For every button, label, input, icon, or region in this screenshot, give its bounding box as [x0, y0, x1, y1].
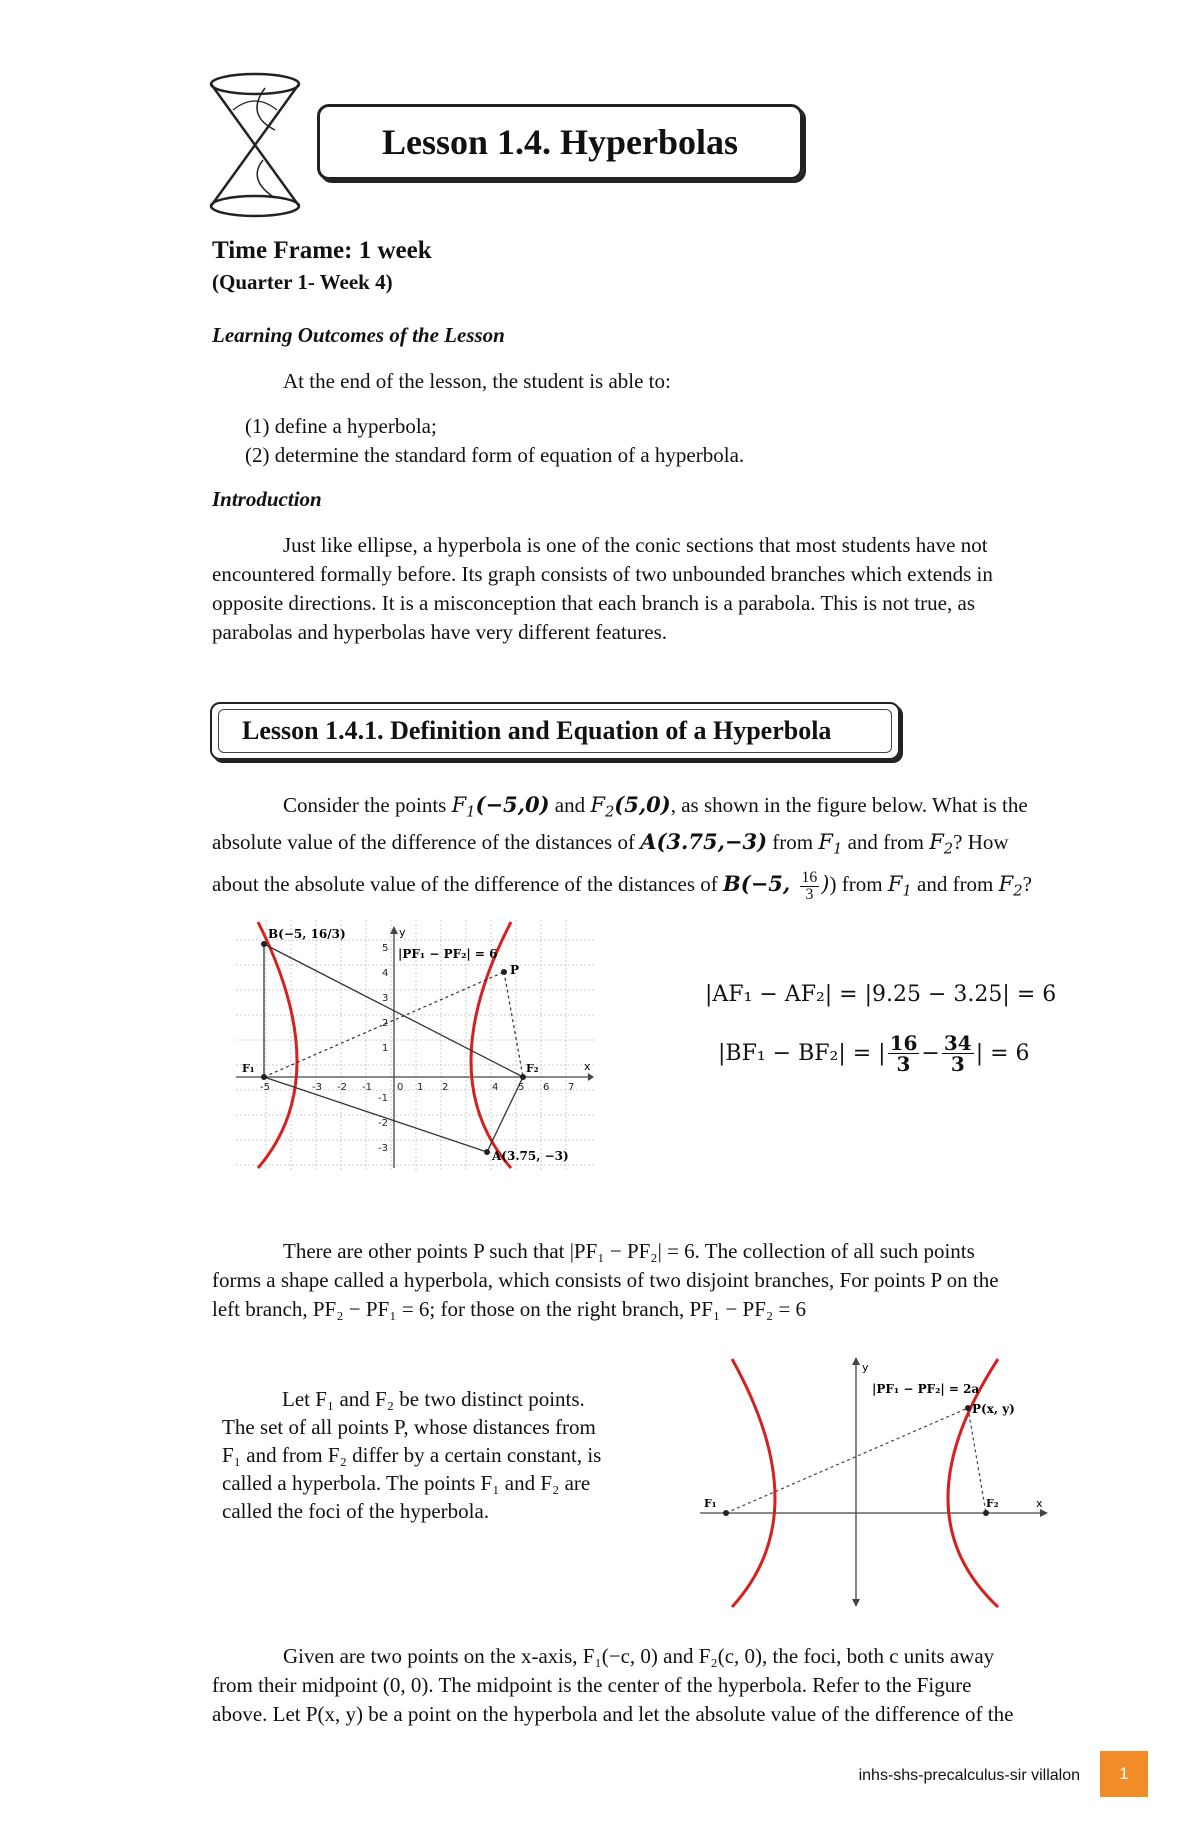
x-tick: 6	[543, 1082, 550, 1093]
consider-paragraph: Consider the points $F_1(-5,0)$ and $F_2(5,0)$, as shown in the figure below. What is the absolute value of the difference of the distances of A(3.75,−3) from $F_1$ and from $F_2$? How about the absolute value of the difference of the distances of B(−5, $\frac{16}{3}$ )) from $F_1$ and from $F_2$?	[212, 792, 1032, 903]
outcomes-intro: At the end of the lesson, the student is able to:	[283, 369, 671, 393]
focus-1-label: F₁	[242, 1062, 255, 1075]
y-tick: 5	[382, 943, 389, 954]
definition-text	[222, 1385, 672, 1525]
quarter-label: (Quarter 1- Week 4)	[212, 270, 393, 294]
x-tick: 0	[397, 1082, 404, 1093]
definition-line: called a hyperbola. The points F₁ and F₂ are	[222, 1471, 591, 1495]
learning-outcomes-heading: Learning Outcomes of the Lesson	[212, 323, 505, 347]
double-cone-icon	[205, 70, 305, 220]
y-tick: 4	[382, 968, 389, 979]
intro-line: opposite directions. It is a misconception that each branch is a parabola. This is not true, as	[212, 591, 975, 615]
point-p-label: P	[510, 963, 520, 977]
point-b-label: B(−5, 16/3)	[268, 927, 346, 941]
definition-line: The set of all points P, whose distances from	[222, 1415, 596, 1439]
definition-line: called the foci of the hyperbola.	[222, 1499, 490, 1523]
point-p-label: P(x, y)	[972, 1402, 1015, 1416]
equation-af: |AF₁ − AF₂| = |9.25 − 3.25| = 6	[705, 982, 1057, 1007]
x-tick: 2	[442, 1082, 449, 1093]
intro-line: parabolas and hyperbolas have very different features.	[212, 620, 667, 644]
sub-lesson-title: Lesson 1.4.1. Definition and Equation of a Hyperbola	[242, 716, 832, 745]
other-points-paragraph	[212, 1237, 1132, 1324]
y-tick: -3	[378, 1143, 388, 1154]
hyperbola-graph-1	[236, 920, 596, 1170]
outcome-item: (1) define a hyperbola;	[245, 414, 437, 438]
other-points-line: forms a shape called a hyperbola, which consists of two disjoint branches, For points P on the	[212, 1268, 999, 1292]
other-points-line: left branch, PF₂ − PF₁ = 6; for those on the right branch, PF₁ − PF₂ = 6	[212, 1297, 807, 1321]
x-tick: 5	[518, 1082, 525, 1093]
x-tick: -5	[260, 1082, 270, 1093]
y-tick: 3	[382, 993, 389, 1004]
x-tick: 1	[417, 1082, 424, 1093]
x-tick: -3	[312, 1082, 322, 1093]
right-branch	[948, 1359, 998, 1607]
hyperbola-graph-2	[690, 1355, 1060, 1610]
y-tick: 1	[382, 1043, 389, 1054]
given-line: from their midpoint (0, 0). The midpoint is the center of the hyperbola. Refer to the Figure	[212, 1673, 972, 1697]
y-axis-label: y	[399, 926, 406, 939]
definition-line: F₁ and from F₂ differ by a certain constant, is	[222, 1443, 602, 1467]
x-tick: 7	[568, 1082, 575, 1093]
y-axis-label: y	[862, 1361, 869, 1374]
intro-line: Just like ellipse, a hyperbola is one of the conic sections that most students have not	[283, 533, 988, 557]
point-a-label: A(3.75, −3)	[492, 1149, 569, 1163]
focus-2-label: F₂	[986, 1497, 999, 1510]
given-paragraph	[212, 1642, 1152, 1729]
sub-lesson-title-box	[210, 702, 900, 760]
y-tick: 2	[382, 1018, 389, 1029]
x-tick: -1	[362, 1082, 372, 1093]
intro-line: encountered formally before. Its graph consists of two unbounded branches which extends in	[212, 562, 993, 586]
diff-label: |PF₁ − PF₂| = 2a	[872, 1382, 980, 1396]
x-axis-label: x	[1036, 1497, 1043, 1510]
given-line: Given are two points on the x-axis, F₁(−c, 0) and F₂(c, 0), the foci, both c units away	[283, 1644, 995, 1668]
definition-line: Let F₁ and F₂ be two distinct points.	[282, 1387, 585, 1411]
focus-1-label: F₁	[704, 1497, 717, 1510]
y-tick: -1	[378, 1093, 388, 1104]
time-frame: Time Frame: 1 week	[212, 237, 432, 264]
y-tick: -2	[378, 1118, 388, 1129]
outcome-item: (2) determine the standard form of equation of a hyperbola.	[245, 443, 745, 467]
x-tick: -2	[337, 1082, 347, 1093]
focus-2-label: F₂	[526, 1062, 539, 1075]
lesson-title: Lesson 1.4. Hyperbolas	[381, 122, 739, 162]
other-points-line: There are other points P such that |PF₁ − PF₂| = 6. The collection of all such points	[283, 1239, 975, 1263]
lesson-title-box	[317, 104, 803, 180]
x-tick: 4	[492, 1082, 499, 1093]
x-axis-label: x	[584, 1060, 591, 1073]
page-number: 1	[1100, 1751, 1148, 1797]
left-branch	[732, 1359, 775, 1607]
equation-bf: |BF₁ − BF₂| = | $\frac{16}{3}$ − $\frac{34}{3}$ | = 6	[718, 1031, 1030, 1076]
diff-label: |PF₁ − PF₂| = 6	[398, 947, 498, 961]
introduction-paragraph	[212, 531, 1112, 647]
given-line: above. Let P(x, y) be a point on the hyperbola and let the absolute value of the difference of the	[212, 1702, 1014, 1726]
introduction-heading: Introduction	[212, 487, 322, 511]
footer-text: inhs-shs-precalculus-sir villalon	[858, 1767, 1080, 1784]
